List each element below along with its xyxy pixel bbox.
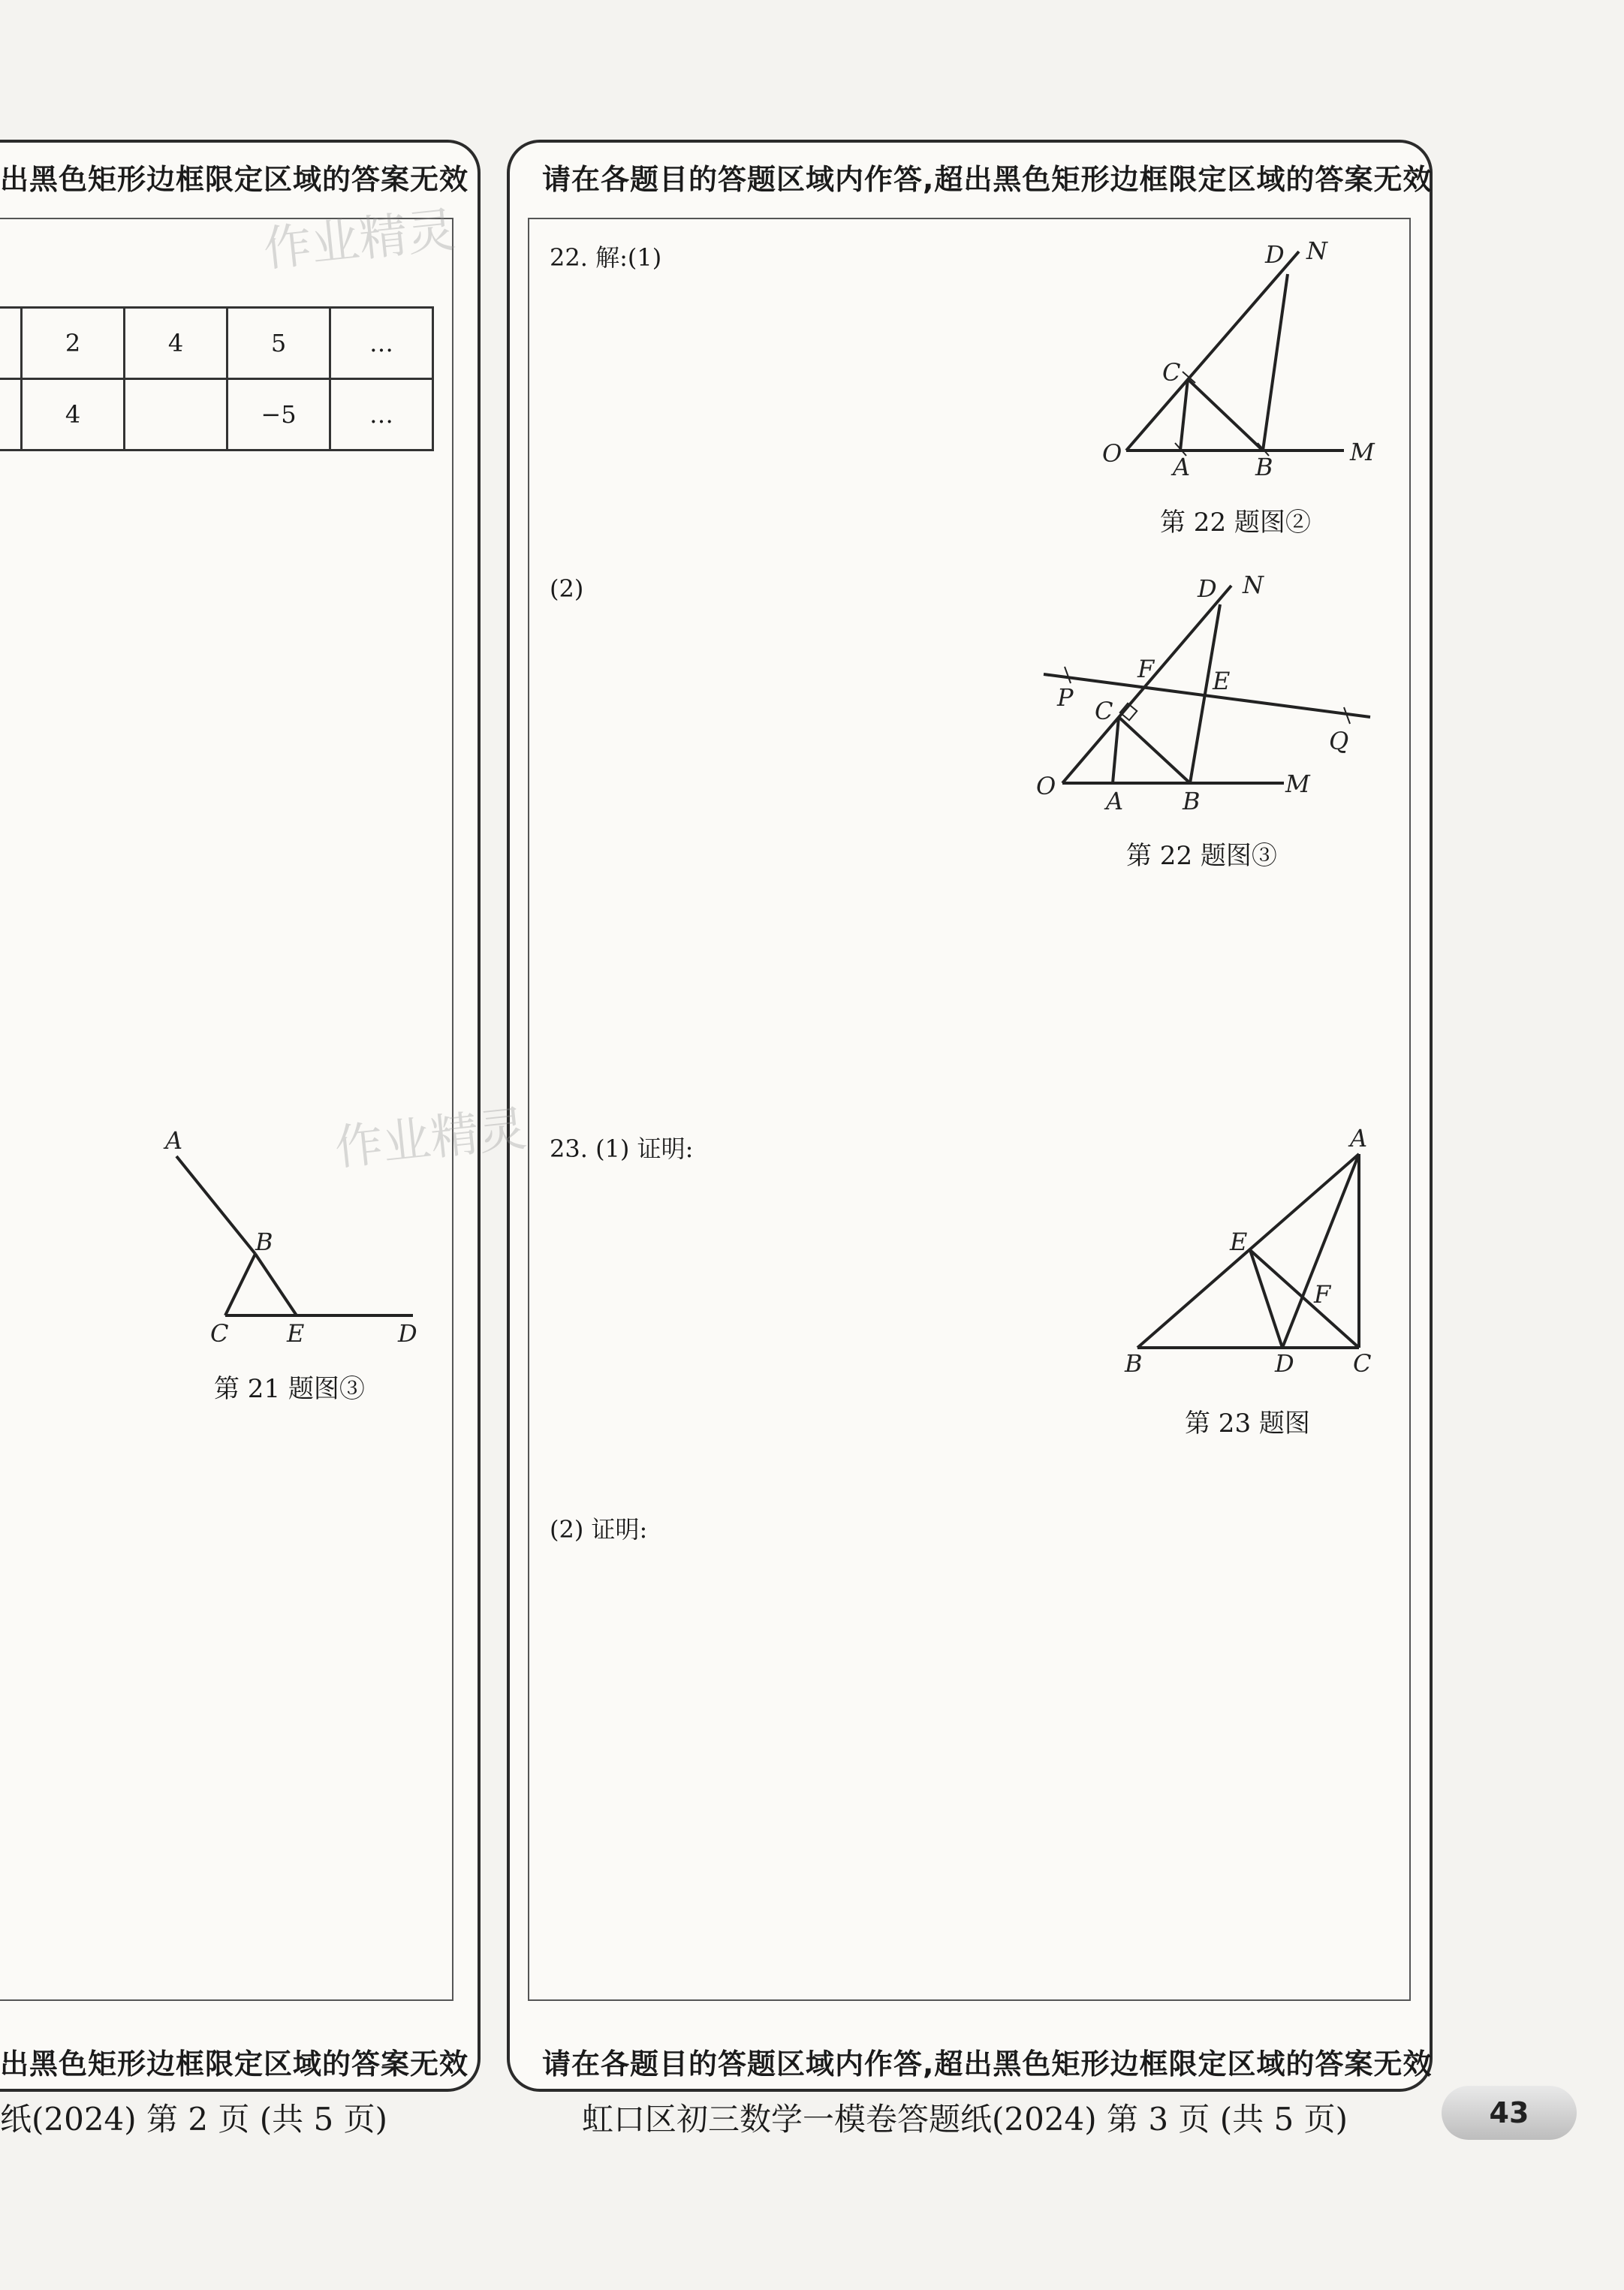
label-f: F: [1314, 1280, 1331, 1309]
left-banner-bottom: 出黑色矩形边框限定区域的答案无效: [0, 2047, 469, 2081]
label-q: Q: [1329, 727, 1349, 755]
q23-part2-label: (2) 证明:: [550, 1515, 648, 1544]
label-b: B: [1125, 1349, 1143, 1378]
label-a: A: [1106, 787, 1124, 815]
label-d: D: [398, 1319, 417, 1348]
table-row: [0, 379, 433, 450]
label-d: D: [1198, 574, 1217, 603]
table-cell: …: [330, 379, 433, 450]
label-c: C: [210, 1319, 229, 1348]
table-cell: …: [330, 308, 433, 379]
page-number-badge: 43: [1442, 2086, 1577, 2140]
label-p: P: [1057, 683, 1074, 712]
watermark: 作业精灵: [261, 202, 458, 279]
table-cell: 2: [22, 308, 125, 379]
q23-part1-label: 23. (1) 证明:: [550, 1134, 694, 1163]
q22-part2-label: (2): [550, 574, 584, 603]
table-cell: 4: [22, 379, 125, 450]
label-a: A: [1350, 1124, 1368, 1153]
label-c: C: [1162, 358, 1181, 387]
table-cell: 4: [125, 308, 227, 379]
table-cell: [125, 379, 227, 450]
label-c: C: [1095, 697, 1113, 725]
left-footer: 纸(2024) 第 2 页 (共 5 页): [0, 2101, 387, 2138]
value-table: [0, 306, 434, 451]
table-cell: [0, 308, 22, 379]
label-m: M: [1350, 438, 1375, 466]
figure-23: [1111, 1122, 1397, 1385]
label-d: D: [1275, 1349, 1294, 1378]
label-b: B: [1255, 453, 1273, 481]
table-cell: [0, 379, 22, 450]
figure-22-3-caption: 第 22 题图③: [1126, 841, 1277, 871]
left-banner-top: 出黑色矩形边框限定区域的答案无效: [0, 163, 469, 196]
label-a: A: [165, 1126, 183, 1155]
label-c: C: [1353, 1349, 1372, 1378]
right-answer-box: [528, 218, 1411, 2001]
table-cell: −5: [227, 379, 330, 450]
label-a: A: [1173, 453, 1191, 481]
figure-22-2: [1089, 237, 1404, 484]
label-e: E: [287, 1319, 305, 1348]
right-banner-bottom: 请在各题目的答题区域内作答,超出黑色矩形边框限定区域的答案无效: [542, 2047, 1433, 2081]
label-m: M: [1285, 770, 1310, 798]
label-n: N: [1306, 237, 1327, 265]
figure-22-3: [1029, 571, 1389, 818]
right-banner-top: 请在各题目的答题区域内作答,超出黑色矩形边框限定区域的答案无效: [542, 163, 1433, 196]
label-e: E: [1213, 667, 1231, 695]
label-b: B: [255, 1228, 273, 1256]
watermark: 作业精灵: [332, 1101, 529, 1177]
table-cell: 5: [227, 308, 330, 379]
table-row: [0, 308, 433, 379]
label-b: B: [1183, 787, 1201, 815]
label-f: F: [1137, 655, 1155, 683]
q22-part1-label: 22. 解:(1): [550, 243, 662, 272]
right-footer: 虹口区初三数学一模卷答题纸(2024) 第 3 页 (共 5 页): [582, 2101, 1348, 2138]
figure-21-caption: 第 21 题图③: [214, 1374, 365, 1404]
label-e: E: [1230, 1228, 1248, 1256]
label-d: D: [1265, 240, 1285, 269]
figure-22-2-caption: 第 22 题图②: [1160, 508, 1311, 538]
figure-23-caption: 第 23 题图: [1185, 1409, 1310, 1439]
label-o: O: [1036, 772, 1056, 800]
label-n: N: [1243, 571, 1264, 599]
label-o: O: [1102, 439, 1122, 468]
